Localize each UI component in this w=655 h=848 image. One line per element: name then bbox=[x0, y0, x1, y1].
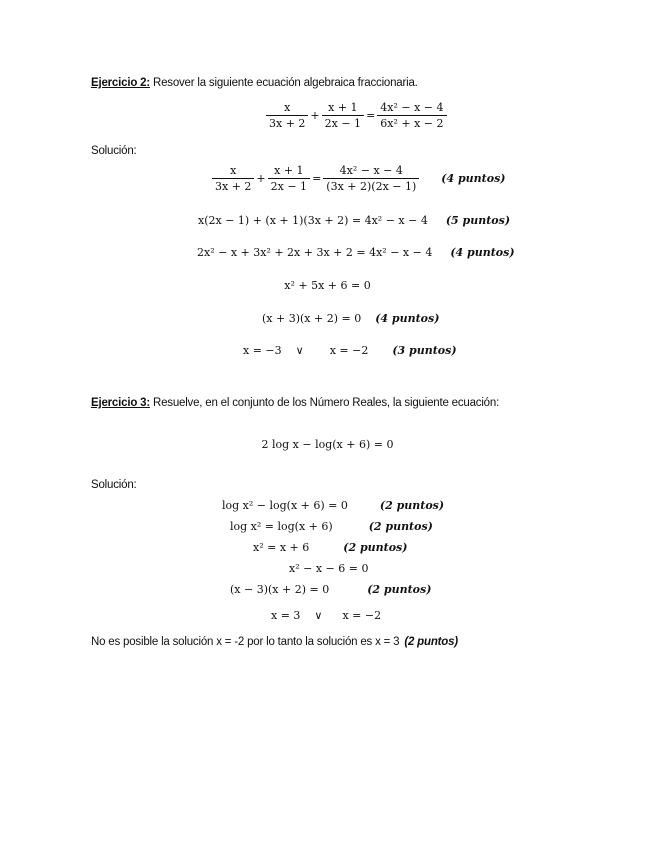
fraction-2-denominator: 2x − 1 bbox=[324, 117, 362, 130]
exercise-2-step-2 bbox=[198, 214, 510, 227]
step6-left: x = −3 bbox=[243, 344, 282, 357]
step1-fraction-1-numerator: x bbox=[212, 164, 254, 179]
exercise-3-heading bbox=[91, 397, 499, 409]
exercise-2-solution-label: Solución: bbox=[91, 145, 137, 157]
fraction-1-numerator: x bbox=[266, 101, 308, 116]
exercise-3-solution-label: Solución: bbox=[91, 479, 137, 491]
step5-points: (4 puntos) bbox=[375, 312, 440, 325]
fraction-1-denominator: 3x + 2 bbox=[269, 117, 306, 130]
exercise-2-given-equation: $\frac{x}{3x + 2}$ + $\frac{x + 1}{2x - 1}$ = $\frac{\text{4x² − x − 4}}{\text{6x² + x − 2}}$ bbox=[266, 101, 447, 130]
step1-fraction-rhs-denominator: (3x + 2)(2x − 1) bbox=[326, 180, 417, 193]
step1-fraction-1 bbox=[212, 164, 254, 193]
exercise-2-statement: Resover la siguiente ecuación algebraica fraccionaria. bbox=[149, 77, 418, 89]
ex3-step1-expression: log x² − log(x + 6) = 0 bbox=[222, 499, 348, 512]
fraction-1 bbox=[266, 101, 308, 130]
ex3-step2-points: (2 puntos) bbox=[368, 520, 433, 533]
step1-fraction-2-numerator: x + 1 bbox=[268, 164, 310, 179]
ex3-step1-points: (2 puntos) bbox=[379, 499, 445, 512]
ex3-step5-expression: (x − 3)(x + 2) = 0 bbox=[230, 583, 330, 596]
step1-fraction-2 bbox=[268, 164, 310, 193]
exercise-3-equation: 2 log x − log(x + 6) = 0 bbox=[261, 438, 394, 451]
exercise-3-final bbox=[271, 609, 381, 622]
exercise-3-title: Ejercicio 3: bbox=[91, 397, 150, 409]
exercise-2-title: Ejercicio 2: bbox=[91, 77, 150, 89]
ex3-final-left: x = 3 bbox=[271, 609, 301, 622]
step2-expression: x(2x − 1) + (x + 1)(3x + 2) = 4x² − x − 4 bbox=[198, 214, 428, 227]
exercise-2-heading bbox=[91, 77, 418, 89]
step1-fraction-1-denominator: 3x + 2 bbox=[215, 180, 252, 193]
fraction-2 bbox=[322, 101, 364, 130]
conclusion-points: (2 puntos) bbox=[404, 636, 458, 648]
step1-fraction-2-denominator: 2x − 1 bbox=[270, 180, 308, 193]
step1-points: (4 puntos) bbox=[441, 172, 506, 185]
exercise-2-step-4: x² + 5x + 6 = 0 bbox=[284, 279, 371, 292]
ex3-final-right: x = −2 bbox=[342, 609, 382, 622]
step6-or-symbol: ∨ bbox=[295, 344, 304, 357]
step3-points: (4 puntos) bbox=[450, 246, 515, 259]
exercise-3-conclusion bbox=[91, 636, 458, 648]
step6-right: x = −2 bbox=[329, 344, 369, 357]
ex3-step3-points: (2 puntos) bbox=[343, 541, 408, 554]
ex3-step3-expression: x² = x + 6 bbox=[253, 541, 310, 554]
step1-fraction-rhs bbox=[323, 164, 419, 193]
exercise-3-step-3 bbox=[253, 541, 407, 554]
conclusion-text: No es posible la solución x = -2 por lo tanto la solución es x = 3 bbox=[91, 636, 400, 648]
ex3-step5-points: (2 puntos) bbox=[367, 583, 432, 596]
exercise-3-statement: Resuelve, en el conjunto de los Número Reales, la siguiente ecuación: bbox=[149, 397, 500, 409]
fraction-rhs-numerator: 4x² − x − 4 bbox=[377, 101, 446, 116]
exercise-3-step-4 bbox=[289, 562, 368, 575]
exercise-2-step-3 bbox=[197, 246, 515, 259]
exercise-2-step-1: $\frac{x}{3x + 2}$ + $\frac{x + 1}{2x - 1}$ = $\frac{\text{4x² − x − 4}}{(3x + 2)(2x - 1)}$ (4 puntos) bbox=[212, 164, 505, 193]
step2-points: (5 puntos) bbox=[445, 214, 511, 227]
ex3-step2-expression: log x² = log(x + 6) bbox=[230, 520, 333, 533]
step1-fraction-rhs-numerator: 4x² − x − 4 bbox=[323, 164, 419, 179]
exercise-2-step-6 bbox=[243, 344, 457, 357]
exercise-3-step-2 bbox=[230, 520, 433, 533]
fraction-rhs-denominator: 6x² + x − 2 bbox=[380, 117, 444, 130]
exercise-2-step-5 bbox=[262, 312, 439, 325]
step6-points: (3 puntos) bbox=[392, 344, 457, 357]
exercise-3-step-1 bbox=[222, 499, 444, 512]
step3-expression: 2x² − x + 3x² + 2x + 3x + 2 = 4x² − x − 4 bbox=[197, 246, 433, 259]
ex3-final-or-symbol: ∨ bbox=[314, 609, 323, 622]
ex3-step4-expression: x² − x − 6 = 0 bbox=[289, 562, 369, 575]
fraction-2-numerator: x + 1 bbox=[322, 101, 364, 116]
fraction-rhs bbox=[377, 101, 446, 130]
step5-expression: (x + 3)(x + 2) = 0 bbox=[262, 312, 362, 325]
exercise-3-step-5 bbox=[230, 583, 431, 596]
